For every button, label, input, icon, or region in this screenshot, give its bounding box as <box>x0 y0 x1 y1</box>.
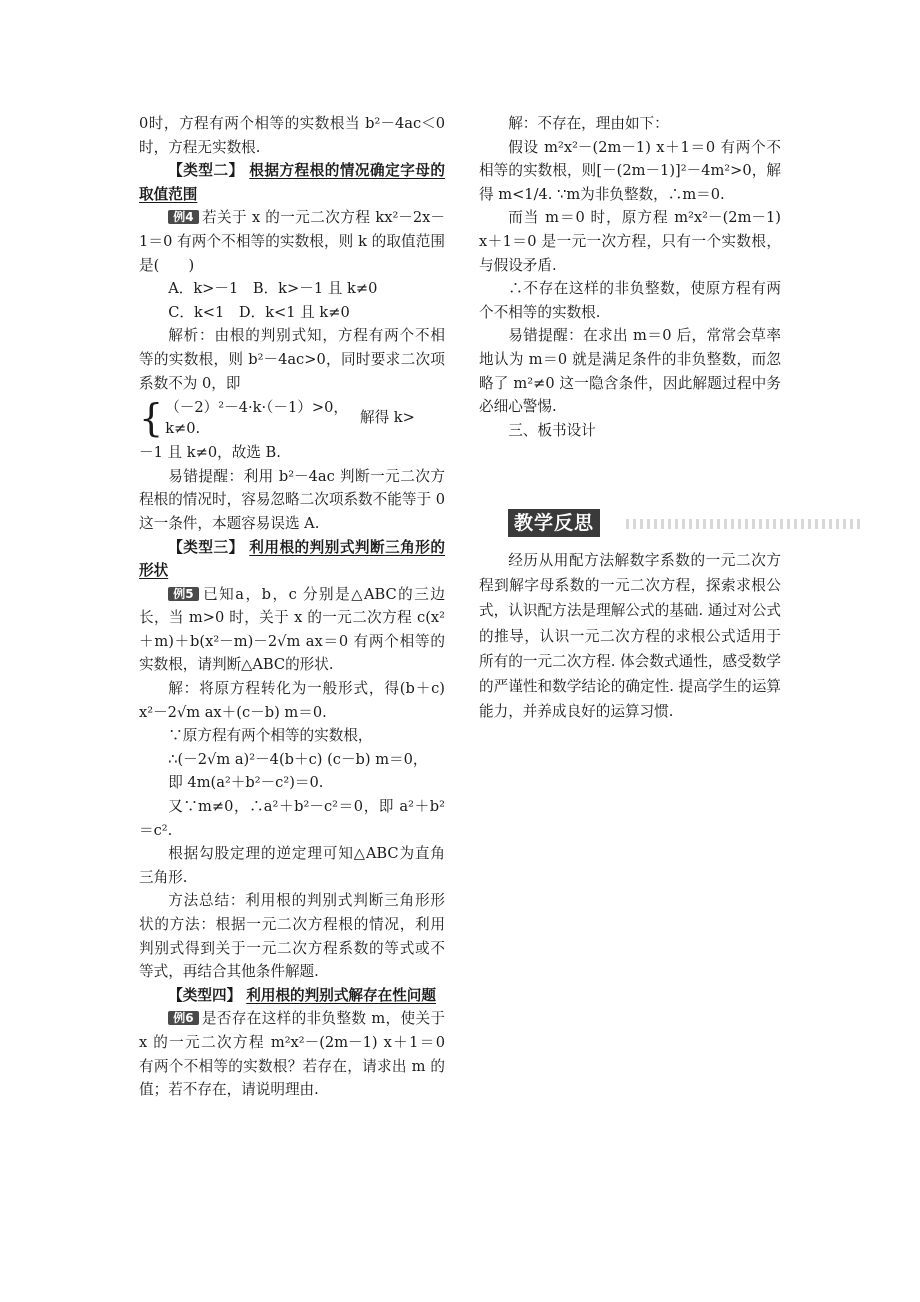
section-banner <box>508 509 864 537</box>
equation-line: k≠0. <box>165 420 201 438</box>
example-badge: 例5 <box>168 587 198 601</box>
paragraph: 0时，方程有两个相等的实数根当 b²－4ac＜0时，方程无实数根. <box>139 115 445 156</box>
example-text: 是否存在这样的非负整数 m，使关于 x 的一元二次方程 m²x²－(2m－1) x＋1＝0 有两个不相等的实数根？若存在，请求出 m 的值；若不存在，请说明理由. <box>139 1010 445 1099</box>
paragraph: 易错提醒：利用 b²－4ac 判断一元二次方程根的情况时，容易忽略二次项系数不能等于 0 这一条件，本题容易误选 A. <box>139 467 445 532</box>
section-heading-title: 利用根的判别式解存在性问题 <box>246 986 436 1004</box>
paragraph: －1 且 k≠0，故选 B. <box>139 444 281 462</box>
equation-tail: 解得 k> <box>359 409 415 427</box>
reflection-paragraph <box>479 548 781 724</box>
paragraph: ∵原方程有两个相等的实数根， <box>168 727 373 745</box>
paragraph: 根据勾股定理的逆定理可知△ABC为直角三角形. <box>139 845 445 886</box>
right-column <box>479 112 781 442</box>
section-heading-title: 利用根的判别式判断三角形的形状 <box>139 538 445 580</box>
paragraph: 三、板书设计 <box>508 421 596 439</box>
section-banner-dotted-bar <box>626 519 864 529</box>
paragraph: 解：不存在，理由如下： <box>508 115 669 132</box>
example-text: 若关于 x 的一元二次方程 kx²－2x－1＝0 有两个不相等的实数根，则 k 的取值范围是( ) <box>139 209 445 274</box>
paragraph: 解：将原方程转化为一般形式，得(b＋c) x²－2√m ax＋(c－b) m＝0. <box>139 680 445 721</box>
section-heading-label: 【类型二】 <box>168 162 244 180</box>
example-problem <box>139 206 445 277</box>
example-problem <box>139 1007 445 1101</box>
paragraph: 即 4m(a²＋b²－c²)＝0. <box>168 774 324 792</box>
example-text: 已知a，b，c 分别是△ABC的三边长，当 m>0 时，关于 x 的一元二次方程 c(x²＋m)＋b(x²－m)－2√m ax＝0 有两个相等的实数根，请判断△ABC的形状. <box>139 585 445 674</box>
example-badge: 例4 <box>168 210 198 224</box>
paragraph: 而当 m＝0 时，原方程 m²x²－(2m－1) x＋1＝0 是一元一次方程，只有一个实数根，与假设矛盾. <box>479 209 781 274</box>
example-problem <box>139 583 445 677</box>
paragraph: 解析：由根的判别式知，方程有两个不相等的实数根，则 b²－4ac>0，同时要求二次项系数不为 0，即 <box>139 327 445 392</box>
paragraph: 易错提醒：在求出 m＝0 后，常常会草率地认为 m＝0 就是满足条件的非负整数，而忽略了 m²≠0 这一隐含条件，因此解题过程中务必细心警惕. <box>479 327 781 416</box>
left-column <box>139 112 445 1102</box>
paragraph: ∴不存在这样的非负整数，使原方程有两个不相等的实数根. <box>479 280 781 321</box>
equation-line: （－2）²－4·k·（－1）>0， <box>165 399 348 417</box>
equation-system-lines <box>165 397 348 439</box>
section-heading-title: 根据方程根的情况确定字母的取值范围 <box>139 162 445 203</box>
section-heading-label: 【类型三】 <box>168 538 244 556</box>
section-banner-title: 教学反思 <box>508 509 600 537</box>
paragraph: ∴(－2√m a)²－4(b＋c) (c－b) m＝0， <box>168 750 428 768</box>
paragraph: C．k<1 D．k<1 且 k≠0 <box>168 303 350 321</box>
reflection-text: 经历从用配方法解数字系数的一元二次方程到解字母系数的一元二次方程，探索求根公式，认识配方法是理解公式的基础. 通过对公式的推导，认识一元二次方程的求根公式适用于所有的一元二次方程. 体会数式通性，感受数学的严谨性和数学结论的确定性. 提高学生的运算能力，并养成良好的运算习惯. <box>479 552 781 721</box>
example-badge: 例6 <box>168 1011 198 1025</box>
paragraph: 方法总结：利用根的判别式判断三角形形状的方法：根据一元二次方程根的情况，利用判别式得到关于一元二次方程系数的等式或不等式，再结合其他条件解题. <box>139 892 445 981</box>
paragraph: 又∵m≠0，∴a²＋b²－c²＝0，即 a²＋b²＝c². <box>139 798 445 839</box>
section-heading-label: 【类型四】 <box>168 986 242 1004</box>
section-heading <box>139 159 445 206</box>
paragraph: A．k>－1 B．k>－1 且 k≠0 <box>168 280 378 298</box>
paragraph: 假设 m²x²－(2m－1) x＋1＝0 有两个不相等的实数根，则[－(2m－1)]²－4m²>0，解得 m<1/4. ∵m为非负整数，∴m＝0. <box>479 138 781 203</box>
section-heading <box>139 984 445 1008</box>
equation-system <box>139 396 445 440</box>
left-brace-icon: { <box>139 396 164 441</box>
section-heading <box>139 536 445 583</box>
